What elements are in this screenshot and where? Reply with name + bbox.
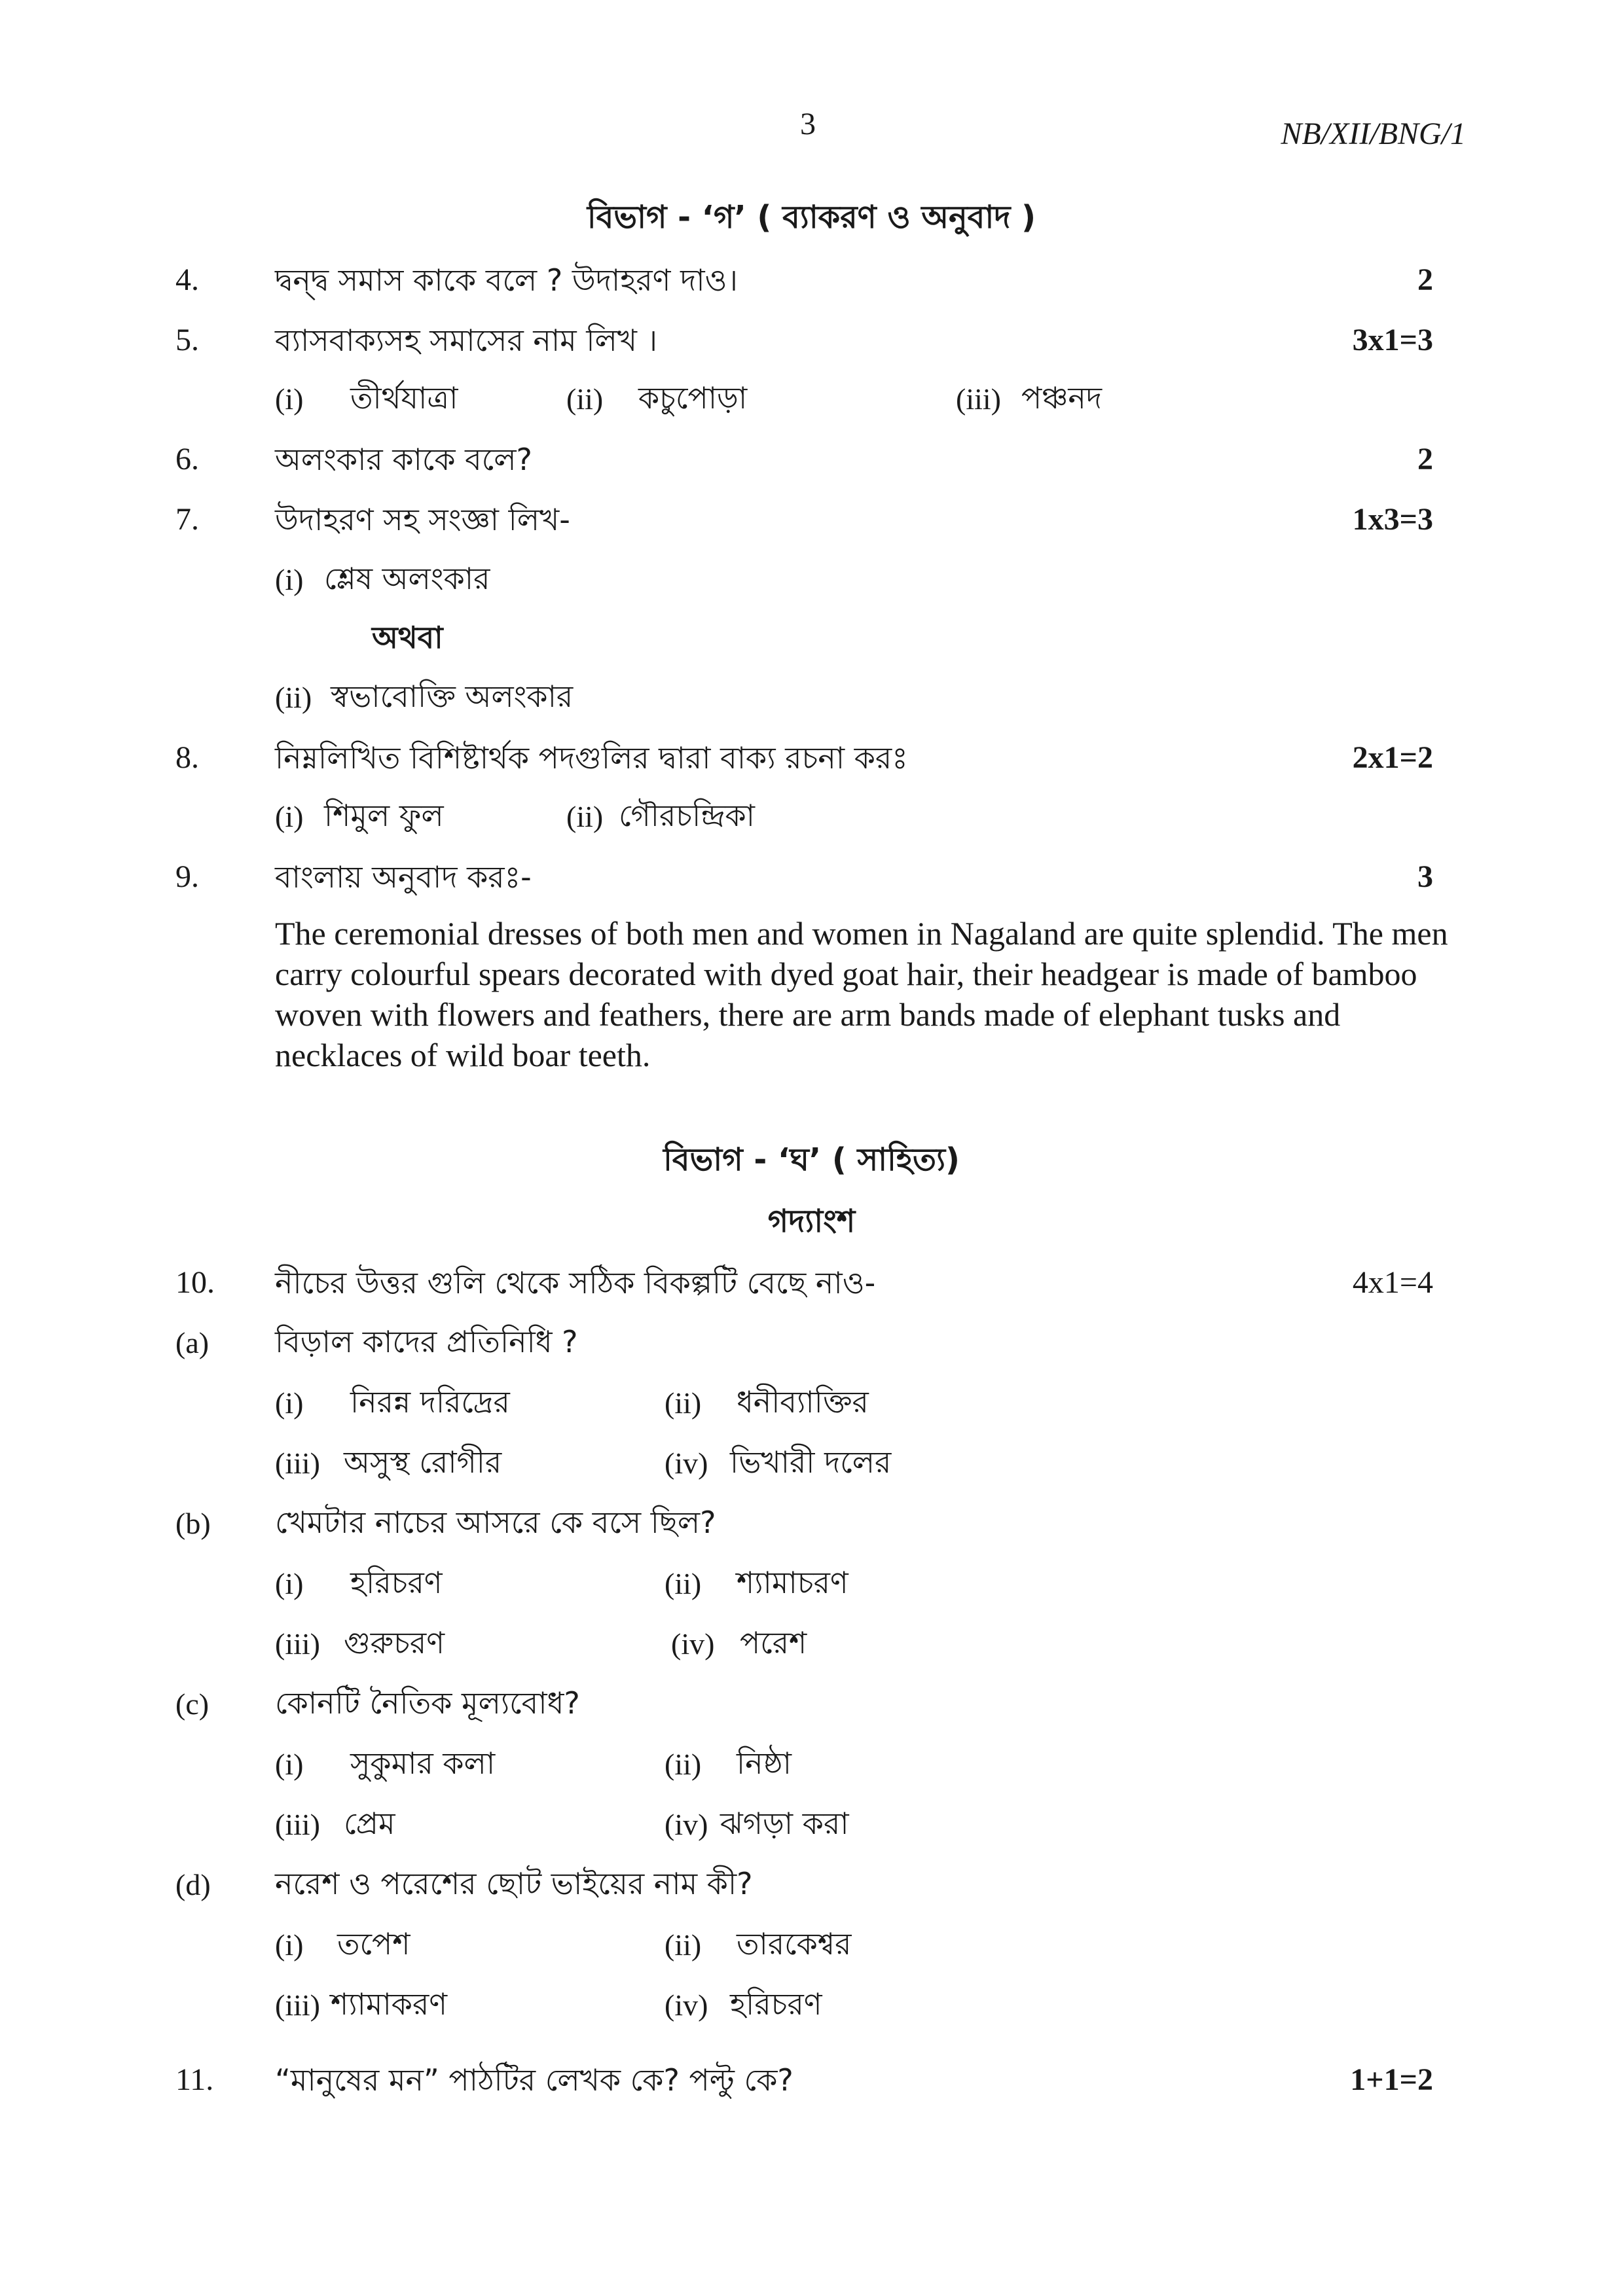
option-label: (iii): [275, 1446, 320, 1480]
option-text: শ্যামাচরণ: [737, 1565, 848, 1600]
question-number: 8.: [175, 740, 199, 775]
option-text: তপেশ: [337, 1926, 410, 1962]
option-label: (i): [275, 382, 304, 416]
page-number: 3: [800, 107, 816, 141]
question-number: 10.: [175, 1265, 215, 1300]
part-question: খেমটার নাচের আসরে কে বসে ছিল?: [275, 1505, 716, 1540]
marks: 4x1=4: [1352, 1265, 1433, 1300]
question-text: “মানুষের মন” পাঠটির লেখক কে? পল্টু কে?: [275, 2062, 793, 2098]
option-text: তীর্থযাত্রা: [350, 380, 458, 416]
question-number: 6.: [175, 442, 199, 476]
option-label: (iii): [275, 1988, 320, 2022]
question-text: ব্যাসবাক্যসহ সমাসের নাম লিখ ।: [275, 323, 658, 358]
option-label: (ii): [665, 1928, 702, 1962]
option-text: স্বভাবোক্তি অলংকার: [331, 679, 574, 714]
option-label: (ii): [566, 382, 604, 416]
part-label: (d): [175, 1868, 211, 1901]
option-label: (iii): [275, 1627, 320, 1660]
option-text: পরেশ: [740, 1625, 807, 1660]
option-text: হরিচরণ: [730, 1986, 822, 2022]
option-text: সুকুমার কলা: [350, 1746, 496, 1781]
section-d-heading: বিভাগ - ‘ঘ’ ( সাহিত্য): [663, 1141, 960, 1178]
option-text: অসুস্থ রোগীর: [344, 1444, 502, 1480]
question-number: 7.: [175, 502, 199, 537]
option-label: (iv): [671, 1627, 715, 1660]
option-label: (ii): [665, 1567, 702, 1600]
option-text: পঞ্চনদ: [1021, 380, 1103, 416]
option-label: (iii): [275, 1808, 320, 1841]
part-question: বিড়াল কাদের প্রতিনিধি ?: [275, 1324, 578, 1359]
option-text: নিরন্ন দরিদ্রের: [350, 1384, 510, 1420]
question-number: 9.: [175, 859, 199, 894]
section-d-subheading: গদ্যাংশ: [767, 1203, 856, 1240]
question-number: 5.: [175, 323, 199, 357]
option-text: গুরুচরণ: [344, 1625, 445, 1660]
option-label: (i): [275, 563, 304, 596]
option-label: (iii): [956, 382, 1001, 416]
option-label: (ii): [275, 681, 312, 714]
part-question: নরেশ ও পরেশের ছোট ভাইয়ের নাম কী?: [275, 1866, 753, 1901]
marks: 1+1=2: [1350, 2062, 1433, 2097]
option-text: তারকেশ্বর: [737, 1926, 852, 1962]
option-text: শিমুল ফুল: [324, 798, 444, 833]
option-text: হরিচরণ: [350, 1565, 443, 1600]
option-label: (iv): [665, 1988, 708, 2022]
option-label: (ii): [566, 800, 604, 833]
marks: 1x3=3: [1352, 502, 1433, 537]
option-label: (ii): [665, 1386, 702, 1420]
marks: 3: [1417, 859, 1433, 894]
question-text: নীচের উত্তর গুলি থেকে সঠিক বিকল্পটি বেছে নাও-: [275, 1265, 876, 1300]
paper-code: NB/XII/BNG/1: [1281, 117, 1466, 151]
part-question: কোনটি নৈতিক মূল্যবোধ?: [275, 1685, 580, 1721]
question-text: দ্বন্দ্ব সমাস কাকে বলে ? উদাহরণ দাও।: [275, 262, 738, 298]
question-text: অলংকার কাকে বলে?: [275, 442, 532, 477]
option-label: (iv): [665, 1808, 708, 1841]
option-label: (i): [275, 1567, 304, 1600]
option-label: (i): [275, 1928, 304, 1962]
or-label: অথবা: [372, 620, 443, 655]
marks: 2: [1417, 442, 1433, 476]
part-label: (a): [175, 1326, 210, 1359]
option-text: শ্যামাকরণ: [331, 1986, 448, 2022]
marks: 3x1=3: [1352, 323, 1433, 357]
option-text: নিষ্ঠা: [737, 1746, 792, 1781]
option-text: কচুপোড়া: [638, 380, 748, 416]
marks: 2x1=2: [1352, 740, 1433, 775]
marks: 2: [1417, 262, 1433, 297]
question-text: নিম্নলিখিত বিশিষ্টার্থক পদগুলির দ্বারা বাক্য রচনা করঃ: [275, 740, 908, 776]
option-text: ভিখারী দলের: [730, 1444, 892, 1480]
option-label: (i): [275, 1386, 304, 1420]
option-label: (iv): [665, 1446, 708, 1480]
question-text: বাংলায় অনুবাদ করঃ-: [275, 859, 532, 895]
question-number: 4.: [175, 262, 199, 297]
section-c-heading: বিভাগ - ‘গ’ ( ব্যাকরণ ও অনুবাদ ): [587, 199, 1036, 236]
option-label: (i): [275, 800, 304, 833]
option-text: গৌরচন্দ্রিকা: [619, 798, 755, 833]
part-label: (b): [175, 1507, 211, 1540]
option-text: ধনীব্যাক্তির: [737, 1384, 869, 1420]
option-label: (ii): [665, 1748, 702, 1781]
option-label: (i): [275, 1748, 304, 1781]
option-text: শ্লেষ অলংকার: [324, 561, 490, 596]
question-text: উদাহরণ সহ সংজ্ঞা লিখ-: [275, 502, 570, 537]
option-text: প্রেম: [344, 1806, 395, 1841]
option-text: ঝগড়া করা: [720, 1806, 849, 1841]
translation-passage: The ceremonial dresses of both men and women in Nagaland are quite splendid. The men carry colourful spears decorated with dyed goat hair, their headgear is made of bamboo woven with flowers and feathers, there are arm bands made of elephant tusks and necklaces of wild boar teeth.: [275, 915, 1448, 1073]
part-label: (c): [175, 1687, 210, 1721]
question-number: 11.: [175, 2062, 214, 2097]
